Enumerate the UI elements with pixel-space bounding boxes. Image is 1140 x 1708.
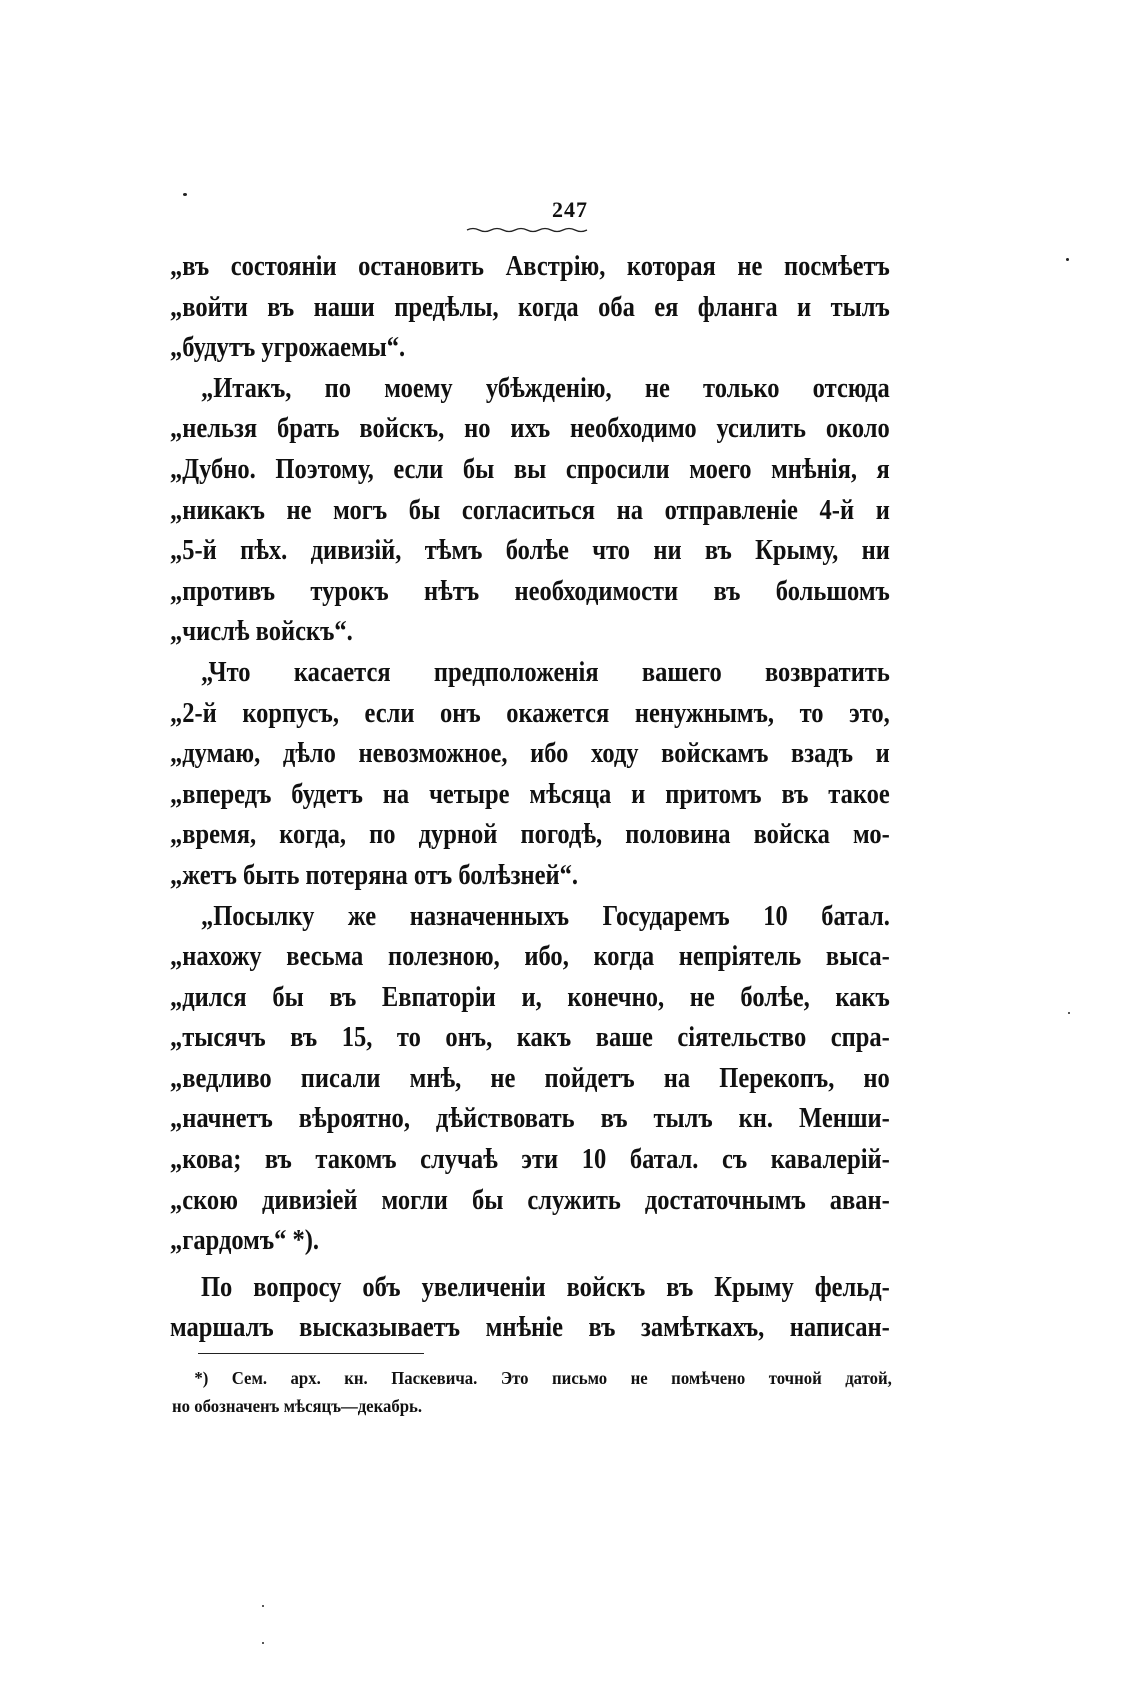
page-number: 247 (552, 197, 588, 222)
text-line: „нахожу весьма полезною, ибо, когда непріятель выса- (170, 941, 890, 973)
text-line: „будутъ угрожаемы“. (170, 332, 406, 364)
scan-speck (183, 193, 187, 196)
text-line: „дился бы въ Евпаторіи и, конечно, не болѣе, какъ (170, 981, 890, 1013)
text-line: „скою дивизіей могли бы служить достаточнымъ аван- (170, 1184, 890, 1216)
text-line: По вопросу объ увеличеніи войскъ въ Крыму фельд- (200, 1271, 890, 1303)
text-line: „тысячъ въ 15, то онъ, какъ ваше сіятельство спра- (170, 1022, 890, 1054)
text-line: „Что касается предположенія вашего возвратить (200, 656, 890, 688)
footnote-line: *) Сем. арх. кн. Паскевича. Это письмо не помѣчено точной датой, (194, 1368, 892, 1388)
text-line: „войти въ наши предѣлы, когда оба ея фланга и тылъ (170, 291, 890, 323)
footnote-separator (198, 1353, 424, 1354)
text-line: „противъ турокъ нѣтъ необходимости въ большомъ (170, 575, 890, 607)
text-line: „впередъ будетъ на четыре мѣсяца и притомъ въ такое (170, 778, 890, 810)
text-line: „2-й корпусъ, если онъ окажется ненужнымъ, то это, (170, 697, 890, 729)
text-line: „жетъ быть потеряна отъ болѣзней“. (170, 859, 579, 891)
text-line: „гардомъ“ *). (170, 1225, 320, 1257)
paragraph (170, 247, 890, 369)
text-line: „Итакъ, по моему убѣжденію, не только отсюда (200, 372, 890, 404)
text-line: „5-й пѣх. дивизій, тѣмъ болѣе что ни въ Крыму, ни (170, 535, 890, 567)
text-line: „думаю, дѣло невозможное, ибо ходу войскамъ взадъ и (170, 738, 890, 770)
text-line: „числѣ войскъ“. (170, 616, 353, 648)
footnote (172, 1364, 892, 1420)
paragraph (170, 653, 890, 897)
text-line: „нельзя брать войскъ, но ихъ необходимо усилить около (170, 413, 890, 445)
scan-speck (262, 1642, 264, 1644)
footnote-line: но обозначенъ мѣсяцъ—декабрь. (172, 1396, 423, 1416)
main-text (170, 247, 890, 1349)
text-line: маршалъ высказываетъ мнѣніе въ замѣткахъ, написан- (170, 1312, 890, 1344)
text-line: „время, когда, по дурной погодѣ, половина войска мо- (170, 819, 890, 851)
text-line: „Посылку же назначенныхъ Государемъ 10 батал. (200, 900, 890, 932)
text-line: „кова; въ такомъ случаѣ эти 10 батал. съ кавалерій- (170, 1144, 890, 1176)
scan-speck (262, 1605, 264, 1607)
paragraph (170, 897, 890, 1262)
text-line: „никакъ не могъ бы согласиться на отправленіе 4-й и (170, 494, 890, 526)
scan-speck (1068, 1012, 1070, 1014)
text-line: „начнетъ вѣроятно, дѣйствовать въ тылъ кн. Менши- (170, 1103, 890, 1135)
page-number-ornament (465, 227, 589, 233)
paragraph (170, 369, 890, 653)
text-line: „Дубно. Поэтому, если бы вы спросили моего мнѣнія, я (170, 453, 890, 485)
text-line: „ведливо писали мнѣ, не пойдетъ на Перекопъ, но (170, 1062, 890, 1094)
scan-speck (1066, 258, 1069, 261)
paragraph (170, 1268, 890, 1349)
text-line: „въ состояніи остановить Австрію, которая не посмѣетъ (170, 251, 890, 282)
